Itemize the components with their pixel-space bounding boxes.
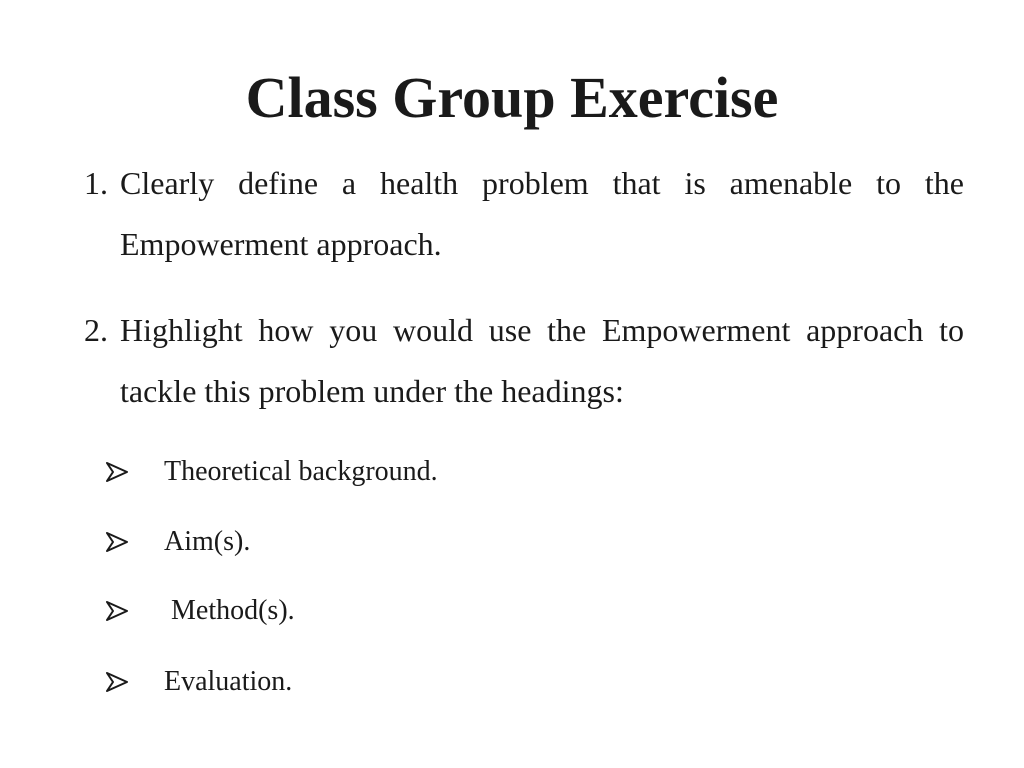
- numbered-item-1: [84, 153, 964, 275]
- item-text: Highlight how you would use the Empowerment approach to tackle this problem under the headings:: [120, 312, 964, 409]
- arrowhead-bullet-icon: [106, 591, 130, 631]
- item-number: 2.: [84, 312, 108, 348]
- arrowhead-bullet-icon: [106, 522, 130, 562]
- item-number: 1.: [84, 165, 108, 201]
- sub-item-label: Aim(s).: [164, 526, 251, 557]
- numbered-item-2: [84, 300, 964, 422]
- sub-item-label: Evaluation.: [164, 666, 293, 697]
- slide-title: Class Group Exercise: [245, 65, 779, 130]
- arrowhead-bullet-icon: [106, 452, 130, 492]
- arrowhead-bullet-icon: [106, 662, 130, 702]
- sub-item-label: Method(s).: [164, 595, 295, 626]
- sub-item-label: Theoretical background.: [164, 456, 438, 487]
- item-text: Clearly define a health problem that is amenable to the Empowerment approach.: [120, 165, 964, 262]
